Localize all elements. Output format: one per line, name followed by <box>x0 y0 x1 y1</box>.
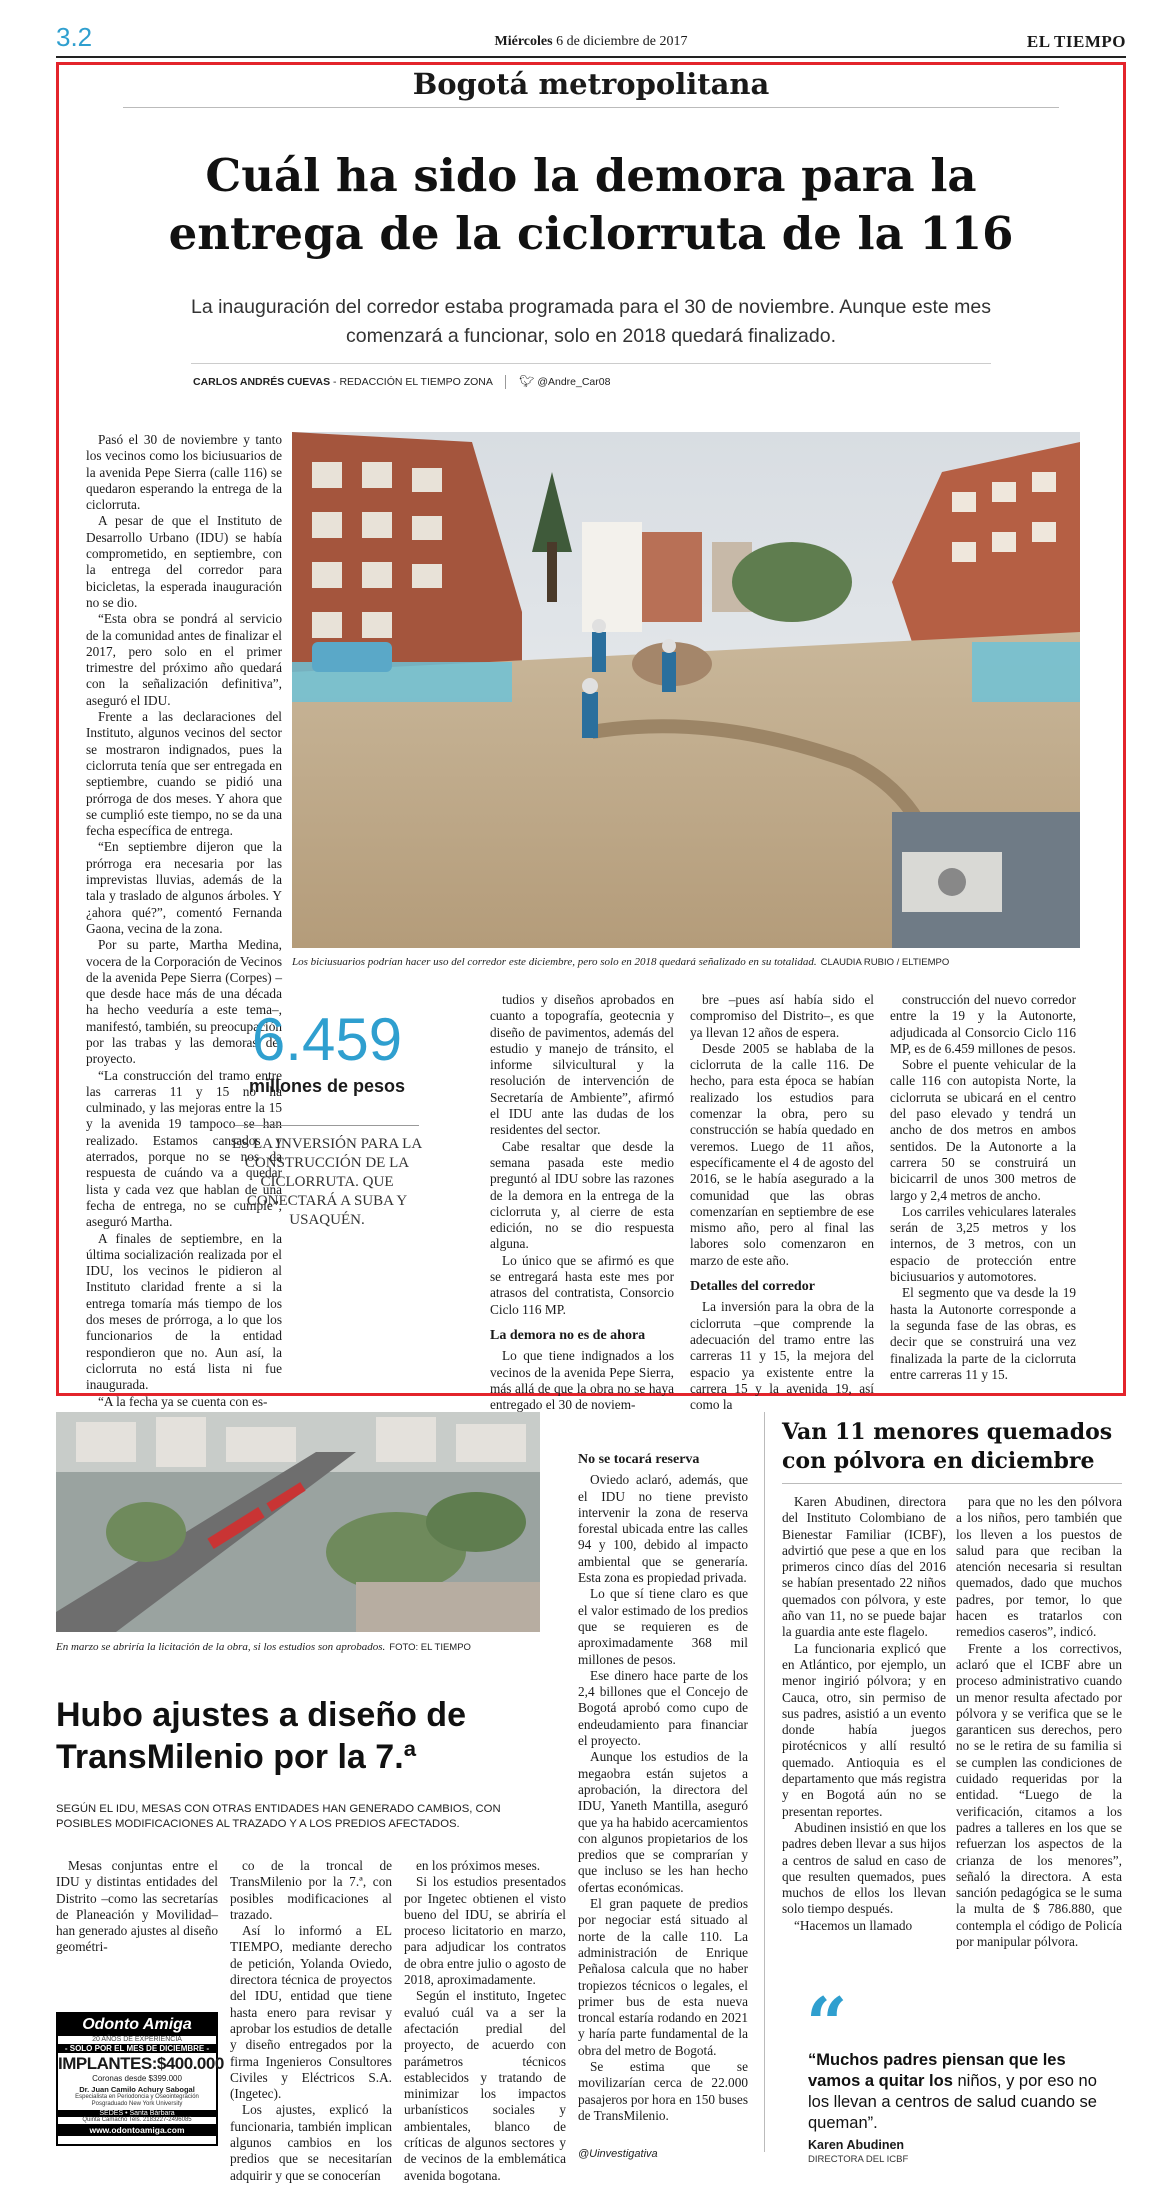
paragraph: Cabe resaltar que desde la semana pasada este medio preguntó al IDU sobre las razones de la demora en la entrega de la ciclorruta y, al cierre de esta edición, no se dio respuesta alguna. <box>490 1138 674 1252</box>
date-rest: 6 de diciembre de 2017 <box>556 34 688 49</box>
transmilenio-col-3 <box>404 1858 566 2183</box>
polvora-pull-quote <box>808 2050 1118 2134</box>
byline-twitter: @Andre_Car08 <box>537 376 611 388</box>
quote-role: DIRECTORA DEL ICBF <box>808 2154 909 2165</box>
section-title: Bogotá metropolitana <box>412 67 770 101</box>
transmilenio-caption-text: En marzo se abriría la licitación de la obra, si los estudios son aprobados. <box>56 1641 386 1653</box>
paragraph: Desde 2005 se hablaba de la ciclorruta de la calle 116. De hecho, para esta época se habían realizado los estudios para comenzar la obra, pero su construcción se había quedado en veremos. Luego de 11 años, específicamente el 4 de agosto del 2016, se le había asegurado a la comunidad que las obras comenzarían en septiembre de ese mismo año, pero al final las labores solo comenzaron en marzo de este año. <box>690 1040 874 1268</box>
paragraph: construcción del nuevo corredor entre la 19 y la Autonorte, adjudicada al Consorcio Ciclo 116 MP, es de 6.459 millones de pesos. <box>890 992 1076 1056</box>
main-caption-credit: CLAUDIA RUBIO / ELTIEMPO <box>820 957 950 968</box>
ad-address: Quinta Camacho Tels. 2183227-2496085 <box>82 2117 192 2123</box>
ad-promo: - SOLO POR EL MES DE DICIEMBRE - <box>58 2044 216 2053</box>
twitter-icon: 🐦︎ <box>519 374 535 388</box>
paragraph: Mesas conjuntas entre el IDU y distintas entidades del Distrito –como las secretarías de Planeación y Movilidad– han generado ajustes al diseño geométri- <box>56 1858 218 1955</box>
paragraph: Pasó el 30 de noviembre y tanto los vecinos como los biciusuarios de la avenida Pepe Sierra (calle 116) se quedaron esperando la entrega de la ciclorruta. <box>86 432 282 513</box>
newspaper-name: EL TIEMPO <box>1026 32 1126 51</box>
ad-tagline: 20 AÑOS DE EXPERIENCIA <box>92 2036 182 2043</box>
transmilenio-col-4 <box>578 1452 748 2142</box>
quote-bold: “Muchos padres piensan que les vamos a quitar los <box>808 2051 1066 2090</box>
ad-doctor: Dr. Juan Camilo Achury Sabogal <box>79 2085 195 2094</box>
main-standfirst: La inauguración del corredor estaba programada para el 30 de noviembre. Aunque este mes comenzará a funcionar, solo en 2018 quedará finalizado. <box>190 296 991 347</box>
main-headline: Cuál ha sido la demora para la entrega de la ciclorruta de la 116 <box>168 149 1014 260</box>
main-col-4 <box>890 992 1076 1382</box>
paragraph: “Hacemos un llamado <box>794 1917 913 1933</box>
paragraph: Lo que sí tiene claro es que el valor estimado de los predios que se requieren es de aproximadamente 368 mil millones de pesos. <box>578 1586 748 1667</box>
odonto-amiga-ad[interactable] <box>56 2012 224 2146</box>
stat-number: 6.459 <box>251 1006 403 1073</box>
transmilenio-col-1 <box>56 1858 218 1998</box>
transmilenio-caption <box>56 1640 556 1655</box>
ad-price: IMPLANTES:$400.000 <box>58 2054 224 2073</box>
transmilenio-photo <box>56 1412 540 1632</box>
page-header <box>56 22 1126 56</box>
polvora-col-1 <box>782 1494 946 1992</box>
paragraph: Ese dinero hace parte de los 2,4 billones que el Concejo de Bogotá aprobó como cupo de endeudamiento para financiar el proyecto. <box>578 1667 748 1749</box>
page-date <box>56 34 1126 50</box>
byline-author: CARLOS ANDRÉS CUEVAS <box>193 376 331 388</box>
date-day: Miércoles <box>494 34 553 49</box>
stat-rule <box>235 1125 419 1126</box>
transmilenio-twitter-handle: @Uinvestigativa <box>578 2148 658 2160</box>
paragraph: Así lo informó a EL TIEMPO, mediante derecho de petición, Yolanda Oviedo, directora técnica de proyectos del IDU, entidad que tiene hasta enero para revisar y aprobar los estudios de detalle y diseño entregados por la firma Ingenieros Consultores Civiles y Eléctricos S.A. (Ingetec). <box>230 1923 392 2102</box>
ciclorruta-photo-svg <box>292 432 1080 948</box>
main-col-2 <box>490 992 674 1413</box>
paragraph: El segmento que va desde la 19 hasta la Autonorte corresponde a la segunda fase de las obras, es decir que se construirá una vez finalizada la parte de la ciclorruta entre carreras 11 y 15. <box>890 1285 1076 1382</box>
ad-web[interactable]: www.odontoamiga.com <box>58 2124 216 2136</box>
subhead-reserva: No se tocará reserva <box>578 1452 700 1467</box>
paragraph: Sobre el puente vehicular de la calle 116 con autopista Norte, la ciclorruta se ubicará en el centro del paso elevado y tendrá un ancho de dos metros en ambos sentidos. De la Autonorte a la carrera 50 se construirá un bicicarril de unos 300 metros de largo y 2,4 metros de ancho. <box>890 1057 1076 1203</box>
paragraph: Se estima que se movilizarían cerca de 22.000 pasajeros por hora en 150 buses de TransMilenio. <box>578 2058 748 2123</box>
paragraph: “A la fecha ya se cuenta con es- <box>98 1393 268 1409</box>
ciclorruta-photo <box>292 432 1080 948</box>
transmilenio-headline: Hubo ajustes a diseño de TransMilenio por la 7.ª <box>56 1696 466 1776</box>
quote-author: Karen Abudinen <box>808 2138 905 2152</box>
transmilenio-col-2 <box>230 1858 392 2183</box>
quote-mark-icon: “ <box>806 1981 848 2066</box>
header-rule <box>56 56 1126 58</box>
page-number: 3.2 <box>56 22 93 52</box>
transmilenio-photo-svg <box>56 1412 540 1632</box>
paragraph: Frente a los correctivos, aclaró que el ICBF abre un proceso administrativo cuando un menor resulta afectado por pólvora y se verifica que se le garanticen sus derechos, pero no se le retira de su familia si se cumplen las condiciones de cuidado requeridas por la entidad. “Luego de la verificación, citamos a los padres a talleres en los que se refuerzan los aspectos de la crianza de los menores”, señaló la directora. A esta sanción pedagógica se le suma la multa de $ 786.880, que contempla el código de Policía por manipular pólvora. <box>956 1640 1122 1950</box>
ad-coronas: Coronas desde $399.000 <box>92 2074 182 2083</box>
byline-desk: - REDACCIÓN EL TIEMPO ZONA <box>333 376 493 388</box>
paragraph: Lo único que se afirmó es que se entregará hasta este mes por atrasos del contratista, Consorcio Ciclo 116 MP. <box>490 1252 674 1317</box>
paragraph: co de la troncal de TransMilenio por la 7.ª, con posibles modificaciones al trazado. <box>230 1858 392 1922</box>
polvora-rule <box>782 1483 1122 1484</box>
paragraph: Según el instituto, Ingetec evaluó cuál va a ser la afectación predial del proyecto, de acuerdo con parámetros técnicos establecidos y tratando de minimizar los impactos urbanísticos sociales y ambientales, blanco de críticas de algunos sectores y de vecinos de la emblemática avenida bogotana. <box>404 1988 566 2183</box>
paragraph: bre –pues así había sido el compromiso del Distrito–, es que ya llevan 12 años de espera. <box>690 992 874 1040</box>
ad-grad: Posgraduado New York University <box>91 2101 183 2107</box>
byline-rule <box>191 363 991 364</box>
paragraph: Por su parte, Martha Medina, vocera de la Corporación de Vecinos de la avenida Pepe Sierra (Corpes) –que desde hace más de una década ha hecho veeduría a este tema–, manifestó, también, su preocupación por las trabas y las demoras del proyecto. <box>86 937 282 1067</box>
main-caption-text: Los biciusuarios podrían hacer uso del corredor este diciembre, pero solo en 2018 quedará señalizado en su totalidad. <box>292 956 817 968</box>
paragraph: Oviedo aclaró, además, que el IDU no tiene previsto intervenir la zona de reserva forestal ubicada entre las calles 94 y 100, debido al impacto ambiental que se generaría. Esta zona es propiedad privada. <box>578 1472 748 1586</box>
column-divider <box>764 1412 765 2152</box>
paragraph: Abudinen insistió en que los padres deben llevar a sus hijos a centros de salud en caso de que resulten quemados, pues muchos de ellos los llevan solo tiempo después. <box>782 1819 946 1917</box>
paragraph: “Esta obra se pondrá al servicio de la comunidad antes de finalizar el 2017, pero solo en el primer trimestre del próximo año quedará con la señalización definitiva”, aseguró el IDU. <box>86 611 282 708</box>
transmilenio-deck: SEGÚN EL IDU, MESAS CON OTRAS ENTIDADES HAN GENERADO CAMBIOS, CON POSIBLES MODIFICACIONES AL TRAZADO Y A LOS PREDIOS AFECTADOS. <box>56 1803 501 1830</box>
stat-unit: millones de pesos <box>248 1076 406 1096</box>
paragraph: Los ajustes, explicó la funcionaria, también implican algunos cambios en los predios que se necesitarían adquirir y que se conocerían <box>230 2102 392 2183</box>
subhead-detalles: Detalles del corredor <box>690 1279 815 1295</box>
subhead-demora: La demora no es de ahora <box>490 1327 646 1343</box>
transmilenio-caption-credit: FOTO: EL TIEMPO <box>389 1642 471 1653</box>
paragraph: La inversión para la obra de la ciclorruta –que comprende la adecuación del tramo entre las carreras 11 y 15, la mejora del espacio ya existente entre la carrera 15 y la avenida 19, así como la <box>690 1299 874 1413</box>
main-photo-caption <box>292 955 1092 970</box>
quote-rest: niños, y por eso no los llevan a centros de salud cuando se queman”. <box>808 2072 1097 2132</box>
paragraph: A finales de septiembre, en la última socialización realizada por el IDU, los vecinos le pidieron al Instituto claridad frente a si la entrega tomaría más tiempo de los dos meses de prórroga, a lo que los funcionarios de la entidad respondieron que no. Aun así, la ciclorruta no está lista ni fue inaugurada. <box>86 1230 282 1393</box>
paragraph: El gran paquete de predios por negociar está situado al norte de la calle 110. La administración de Enrique Peñalosa calcula que no haber tropiezos técnicos o legales, el primer bus de esta nueva troncal estaría rodando en 2021 y haría parte fundamental de la obra del metro de Bogotá. <box>578 1896 748 2058</box>
paragraph: La funcionaria explicó que en Atlántico, por ejemplo, un menor ingirió pólvora; y en Cauca, otro, sin permiso de sus padres, asistió a un evento donde había juegos pirotécnicos y allí resultó quemado. Antioquia es el departamento que más registra y en Bogotá aún no se presentan reportes. <box>782 1640 946 1819</box>
polvora-headline: Van 11 menores quemados con pólvora en diciembre <box>782 1419 1113 1474</box>
stat-text: ES LA INVERSIÓN PARA LA CONSTRUCCIÓN DE LA CICLORRUTA. QUE CONECTARÁ A SUBA Y USAQUÉN. <box>231 1136 423 1228</box>
byline-separator <box>505 375 506 389</box>
ad-brand: Odonto Amiga <box>58 2014 216 2036</box>
polvora-col-2 <box>956 1494 1122 1992</box>
paragraph: en los próximos meses. <box>416 1858 541 1873</box>
paragraph: Aunque los estudios de la megaobra están sujetos a aprobación, la directora del IDU, Yaneth Mantilla, aseguró que ya ha habido acercamientos con algunos propietarios de los predios que se comprarían y que incluso se les han hecho ofertas económicas. <box>578 1749 748 1895</box>
paragraph: Los carriles vehiculares laterales serán de 3,25 metros y los internos, de 3 metros, con un espacio de protección entre biciusuarios y automotores. <box>890 1203 1076 1285</box>
paragraph: Frente a las declaraciones del Instituto, algunos vecinos del sector se mostraron indignados, pues la ciclorruta tenía que ser entregada en septiembre, cuando se pidió una prórroga de dos meses. Y ahora que se cumplió este tiempo, no se da una fecha específica de entrega. <box>86 709 282 839</box>
section-rule <box>123 107 1059 108</box>
byline <box>193 374 610 389</box>
paragraph: “En septiembre dijeron que la prórroga era necesaria por las imprevistas lluvias, además de la tala y traslado de algunos árboles. Y ¿ahora qué?”, comentó Fernanda Gaona, vecina de la zona. <box>86 839 282 936</box>
paragraph: Si los estudios presentados por Ingetec obtienen el visto bueno del IDU, se abriría el proceso licitatorio en marzo, para adjudicar los contratos de obra entre julio o agosto de 2018, aproximadamente. <box>404 1874 566 1988</box>
paragraph: Lo que tiene indignados a los vecinos de la avenida Pepe Sierra, más allá de que la obra no se haya entregado el 30 de noviem- <box>490 1348 674 1413</box>
paragraph: Karen Abudinen, directora del Instituto Colombiano de Bienestar Familiar (ICBF), advirtió que pese a que en los primeros cinco días del 2016 se habían presentado 22 niños quemados con pólvora, y este año van 11, no se puede bajar la guardia ante este flagelo. <box>782 1494 946 1640</box>
paragraph: para que no les den pólvora a los niños, pero también que los lleven a los puestos de salud para que reciban la atención necesaria si resultan quemados, dado que muchos padres, por temor, lo que hacen es tratarlos con remedios caseros”, indicó. <box>956 1494 1122 1640</box>
paragraph: tudios y diseños aprobados en cuanto a topografía, geotecnia y diseño de pavimentos, además del estudio y manejo de tránsito, el informe silvicultural y la resolución de intervención de Secretaría de Ambiente”, afirmó el IDU ante las dudas de los residentes del sector. <box>490 992 674 1138</box>
ad-sedes: SEDES • Santa Bárbara <box>58 2110 216 2117</box>
paragraph: “La construcción del tramo entre las carreras 11 y 15 no ha culminado, y las mejoras entre la 15 y la avenida 19 tampoco se han realizado. Estamos cansados y aterrados, porque no se nos da respuesta de cuándo va a quedar lista y cada vez que hablan de una fecha de entrega, no se cumple”, aseguró Martha. <box>86 1067 282 1230</box>
paragraph: A pesar de que el Instituto de Desarrollo Urbano (IDU) se había comprometido, en septiembre, con la entrega del corredor para bicicletas, la esperada inauguración no se dio. <box>86 513 282 610</box>
main-col-3 <box>690 992 874 1413</box>
ad-specialty: Especialista en Periodoncia y Oseointegración <box>75 2094 199 2100</box>
